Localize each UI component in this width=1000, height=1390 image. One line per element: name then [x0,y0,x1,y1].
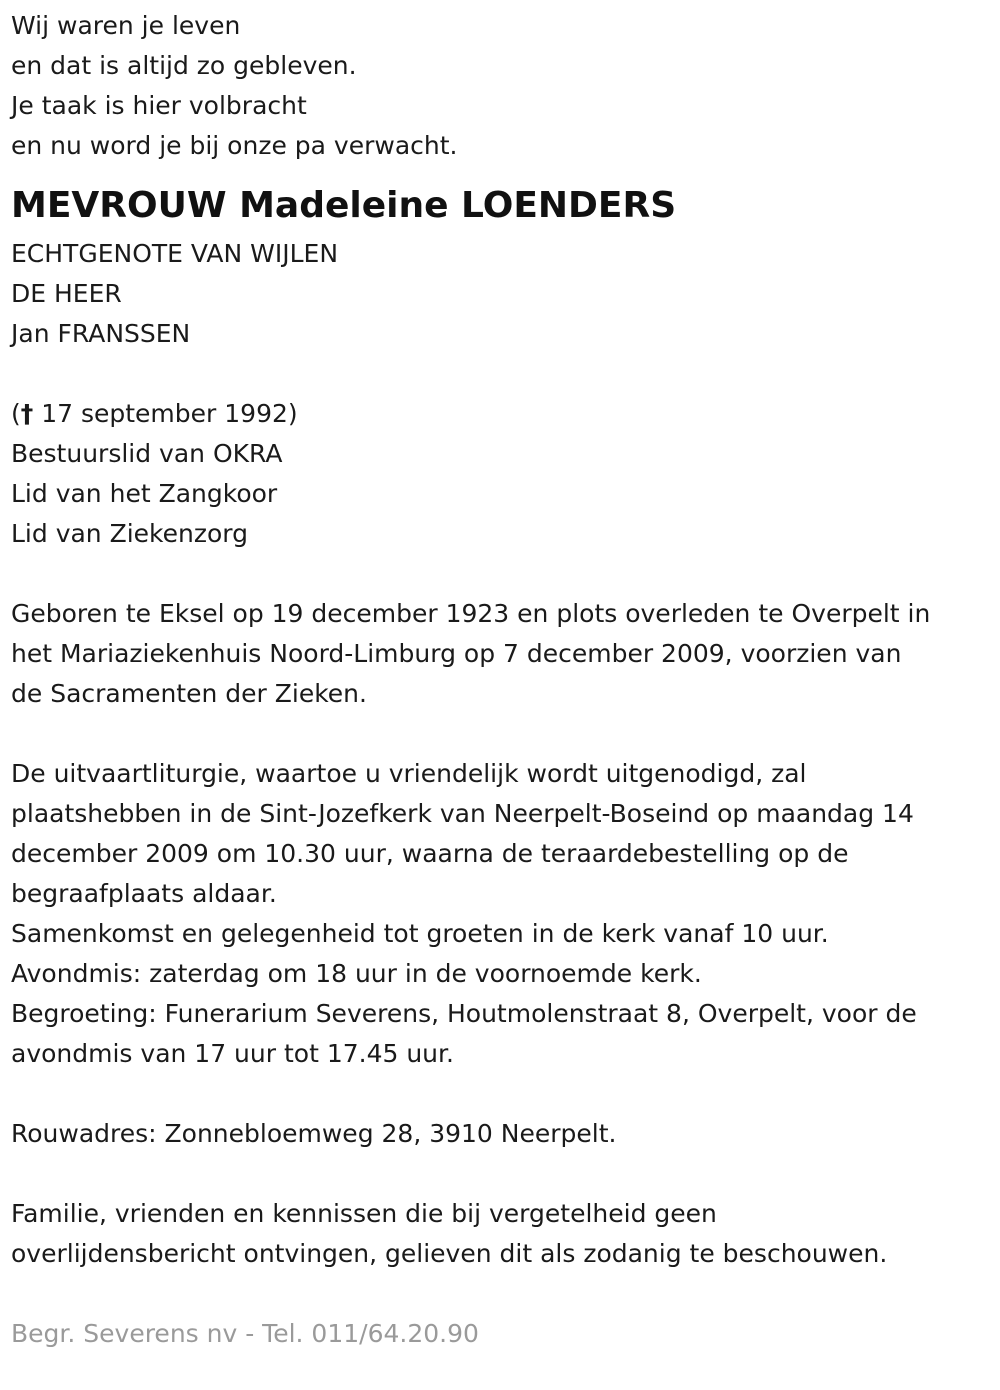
paragraph-line: overlijdensbericht ontvingen, gelieven dit als zodanig te beschouwen. [11,1239,888,1268]
poem [11,6,986,166]
spouse-block [11,234,986,354]
spouse-line: ECHTGENOTE VAN WIJLEN [11,239,339,268]
paragraph-line: avondmis van 17 uur tot 17.45 uur. [11,1039,454,1068]
poem-line: Je taak is hier volbracht [11,91,307,120]
memberships [11,434,986,554]
spacer [11,714,986,754]
funeral-home-footer: Begr. Severens nv - Tel. 011/64.20.90 [11,1319,479,1348]
paragraph-line: het Mariaziekenhuis Noord-Limburg op 7 december 2009, voorzien van [11,639,902,668]
spacer [11,1074,986,1114]
paragraph-line: plaatshebben in de Sint-Jozefkerk van Neerpelt-Boseind op maandag 14 [11,799,914,828]
poem-line: en dat is altijd zo gebleven. [11,51,357,80]
membership-line: Lid van Ziekenzorg [11,519,248,548]
paragraph-line: De uitvaartliturgie, waartoe u vriendelijk wordt uitgenodigd, zal [11,759,807,788]
paragraph-line: Samenkomst en gelegenheid tot groeten in de kerk vanaf 10 uur. [11,919,829,948]
paragraph-line: Geboren te Eksel op 19 december 1923 en plots overleden te Overpelt in [11,599,931,628]
spouse-death-date [11,394,986,434]
membership-line: Lid van het Zangkoor [11,479,278,508]
paragraph-line: december 2009 om 10.30 uur, waarna de teraardebestelling op de [11,839,849,868]
paragraph-line: Familie, vrienden en kennissen die bij vergetelheid geen [11,1199,717,1228]
mourning-address: Rouwadres: Zonnebloemweg 28, 3910 Neerpelt. [11,1119,617,1148]
spouse-line: DE HEER [11,279,122,308]
spacer [11,1274,986,1314]
funeral-paragraph [11,754,986,1074]
spouse-death-text: 17 september 1992) [41,399,298,428]
membership-line: Bestuurslid van OKRA [11,439,283,468]
spacer [11,1154,986,1194]
notice-paragraph [11,1194,986,1274]
spouse-line: Jan FRANSSEN [11,319,191,348]
poem-line: Wij waren je leven [11,11,241,40]
deceased-name: MEVROUW Madeleine LOENDERS [11,185,677,226]
paragraph-line: Begroeting: Funerarium Severens, Houtmolenstraat 8, Overpelt, voor de [11,999,917,1028]
paragraph-line: Avondmis: zaterdag om 18 uur in de voornoemde kerk. [11,959,702,988]
paragraph-line: begraafplaats aldaar. [11,879,277,908]
open-paren: ( [11,399,21,428]
obituary-document [11,6,986,1354]
cross-icon: † [20,399,34,428]
birth-death-paragraph [11,594,986,714]
spacer [11,554,986,594]
poem-line: en nu word je bij onze pa verwacht. [11,131,458,160]
paragraph-line: de Sacramenten der Zieken. [11,679,367,708]
spacer [11,354,986,394]
